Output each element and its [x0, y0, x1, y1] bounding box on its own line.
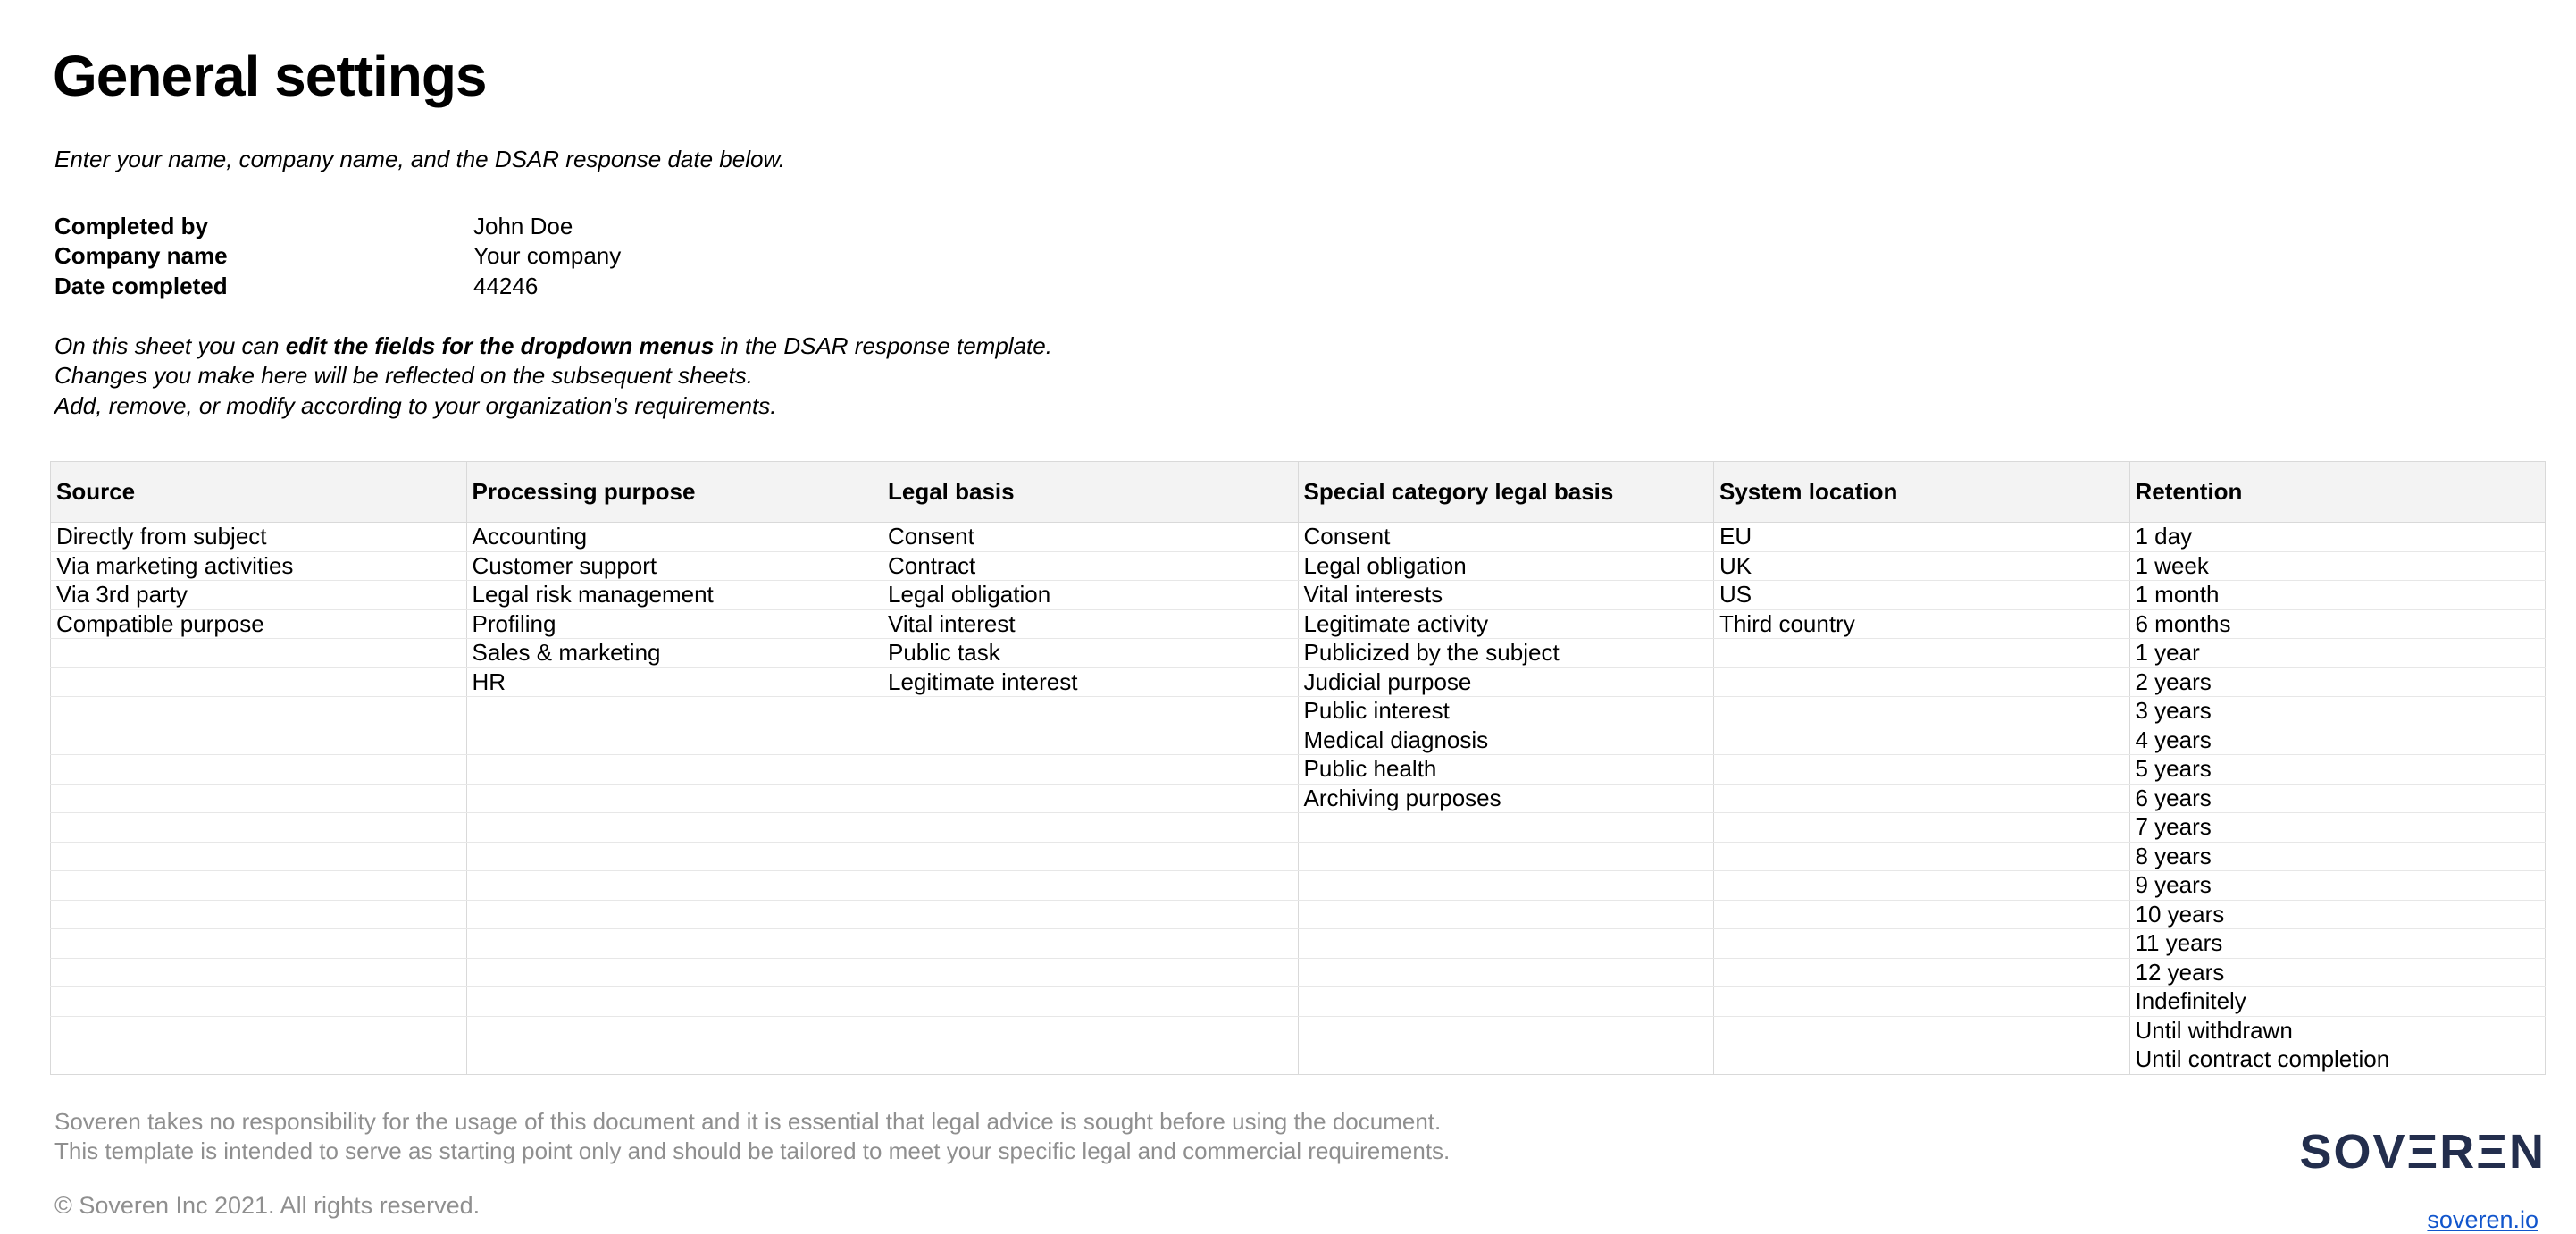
- column-header-system-location: System location: [1714, 462, 2130, 523]
- table-cell: [466, 697, 882, 726]
- table-cell: [51, 900, 467, 929]
- info-value: John Doe: [473, 213, 573, 239]
- table-cell: 11 years: [2129, 929, 2546, 959]
- instructions-line1-bold: edit the fields for the dropdown menus: [285, 332, 715, 359]
- info-label: Completed by: [54, 213, 208, 239]
- table-cell: [51, 784, 467, 813]
- soveren-logo: SOVΞRΞN: [2299, 1125, 2546, 1179]
- table-row: [51, 639, 2546, 668]
- instructions-line-1: [54, 332, 1052, 361]
- table-cell: [466, 1016, 882, 1045]
- table-cell: Via marketing activities: [51, 551, 467, 581]
- table-cell: Public task: [882, 639, 1299, 668]
- table-cell: [1714, 697, 2130, 726]
- table-cell: [466, 958, 882, 987]
- table-row: [51, 871, 2546, 901]
- footer-branding: [2299, 1125, 2546, 1234]
- table-cell: [1714, 755, 2130, 785]
- table-cell: [1714, 929, 2130, 959]
- table-cell: Contract: [882, 551, 1299, 581]
- table-cell: Indefinitely: [2129, 987, 2546, 1017]
- table-row: [51, 726, 2546, 755]
- table-cell: [51, 667, 467, 697]
- table-body: [51, 523, 2546, 1075]
- table-cell: [1298, 871, 1714, 901]
- info-label: Company name: [54, 242, 228, 270]
- table-cell: [1298, 1045, 1714, 1075]
- table-cell: Profiling: [466, 609, 882, 639]
- disclaimer: [54, 1107, 1450, 1166]
- table-cell: Compatible purpose: [51, 609, 467, 639]
- instructions-line-3: Add, remove, or modify according to your organization's requirements.: [54, 391, 777, 419]
- table-cell: Public health: [1298, 755, 1714, 785]
- table-cell: [466, 726, 882, 755]
- table-cell: Third country: [1714, 609, 2130, 639]
- table-row: [51, 1016, 2546, 1045]
- table-cell: Public interest: [1298, 697, 1714, 726]
- table-cell: [466, 755, 882, 785]
- table-row: [51, 842, 2546, 871]
- table-cell: 2 years: [2129, 667, 2546, 697]
- table-cell: HR: [466, 667, 882, 697]
- table-row: [51, 929, 2546, 959]
- column-header-legal-basis: Legal basis: [882, 462, 1299, 523]
- table-cell: Sales & marketing: [466, 639, 882, 668]
- info-row: [54, 272, 621, 301]
- table-cell: 4 years: [2129, 726, 2546, 755]
- table-row: [51, 958, 2546, 987]
- table-cell: [882, 987, 1299, 1017]
- table-cell: [1298, 929, 1714, 959]
- table-cell: Vital interest: [882, 609, 1299, 639]
- table-cell: Until withdrawn: [2129, 1016, 2546, 1045]
- table-cell: [466, 871, 882, 901]
- table-cell: Directly from subject: [51, 523, 467, 552]
- table-cell: Until contract completion: [2129, 1045, 2546, 1075]
- table-cell: [1298, 813, 1714, 843]
- table-cell: [882, 726, 1299, 755]
- table-row: [51, 900, 2546, 929]
- info-block: [54, 212, 621, 301]
- table-cell: [51, 1016, 467, 1045]
- table-cell: Vital interests: [1298, 581, 1714, 610]
- table-cell: [882, 871, 1299, 901]
- info-label: Date completed: [54, 272, 228, 299]
- table-cell: [1714, 813, 2130, 843]
- table-cell: Customer support: [466, 551, 882, 581]
- table-row: [51, 987, 2546, 1017]
- table-row: [51, 755, 2546, 785]
- disclaimer-line-1: Soveren takes no responsibility for the usage of this document and it is essential that legal advice is sought before using the document.: [54, 1108, 1442, 1135]
- table-cell: Legal risk management: [466, 581, 882, 610]
- table-cell: [1298, 958, 1714, 987]
- table-cell: [882, 842, 1299, 871]
- table-cell: [51, 1045, 467, 1075]
- instructions-line1-pre: On this sheet you can: [54, 332, 286, 359]
- table-row: [51, 1045, 2546, 1075]
- table-cell: 10 years: [2129, 900, 2546, 929]
- table-cell: [1714, 667, 2130, 697]
- table-cell: US: [1714, 581, 2130, 610]
- table-row: [51, 697, 2546, 726]
- info-row: [54, 241, 621, 271]
- table-row: [51, 609, 2546, 639]
- table-cell: [1714, 871, 2130, 901]
- table-cell: 1 year: [2129, 639, 2546, 668]
- column-header-retention: Retention: [2129, 462, 2546, 523]
- instructions-line1-post: in the DSAR response template.: [714, 332, 1052, 359]
- table-cell: [51, 929, 467, 959]
- table-cell: Consent: [1298, 523, 1714, 552]
- table-cell: [882, 784, 1299, 813]
- table-cell: EU: [1714, 523, 2130, 552]
- table-cell: [51, 755, 467, 785]
- table-cell: [882, 1016, 1299, 1045]
- table-row: [51, 523, 2546, 552]
- table-cell: 5 years: [2129, 755, 2546, 785]
- table-cell: 6 years: [2129, 784, 2546, 813]
- table-cell: [882, 697, 1299, 726]
- table-cell: [1714, 900, 2130, 929]
- table-cell: [466, 900, 882, 929]
- table-cell: [1714, 987, 2130, 1017]
- table-cell: [51, 813, 467, 843]
- table-cell: Legal obligation: [882, 581, 1299, 610]
- table-cell: [51, 871, 467, 901]
- table-cell: [882, 813, 1299, 843]
- info-value: Your company: [473, 242, 622, 270]
- table-cell: 1 month: [2129, 581, 2546, 610]
- table-cell: [1714, 726, 2130, 755]
- table-row: [51, 784, 2546, 813]
- table-cell: [1298, 987, 1714, 1017]
- table-row: [51, 581, 2546, 610]
- table-cell: Archiving purposes: [1298, 784, 1714, 813]
- table-cell: [466, 1045, 882, 1075]
- table-cell: [51, 726, 467, 755]
- page-title: General settings: [53, 44, 487, 108]
- table-cell: [1714, 639, 2130, 668]
- table-cell: Consent: [882, 523, 1299, 552]
- table-cell: 1 week: [2129, 551, 2546, 581]
- table-cell: 9 years: [2129, 871, 2546, 901]
- disclaimer-line-2: This template is intended to serve as starting point only and should be tailored to meet your specific legal and commercial requirements.: [54, 1137, 1451, 1164]
- table-cell: [466, 813, 882, 843]
- table-cell: [882, 929, 1299, 959]
- instructions-line-2: Changes you make here will be reflected on the subsequent sheets.: [54, 362, 753, 390]
- table-cell: [1714, 1045, 2130, 1075]
- table-cell: [466, 987, 882, 1017]
- table-cell: [1298, 1016, 1714, 1045]
- table-cell: Accounting: [466, 523, 882, 552]
- table-cell: Via 3rd party: [51, 581, 467, 610]
- table-cell: 7 years: [2129, 813, 2546, 843]
- table-cell: 6 months: [2129, 609, 2546, 639]
- instructions-text: [54, 332, 1052, 421]
- settings-table: [50, 461, 2546, 1075]
- table-cell: [51, 987, 467, 1017]
- table-header-row: [51, 462, 2546, 523]
- column-header-special-category-legal-basis: Special category legal basis: [1298, 462, 1714, 523]
- table-cell: Legitimate interest: [882, 667, 1299, 697]
- table-cell: UK: [1714, 551, 2130, 581]
- table-cell: Medical diagnosis: [1298, 726, 1714, 755]
- table-cell: [1714, 958, 2130, 987]
- table-cell: [882, 755, 1299, 785]
- table-cell: Legal obligation: [1298, 551, 1714, 581]
- table-cell: [1714, 784, 2130, 813]
- table-cell: Legitimate activity: [1298, 609, 1714, 639]
- column-header-processing-purpose: Processing purpose: [466, 462, 882, 523]
- table-cell: 3 years: [2129, 697, 2546, 726]
- table-row: [51, 667, 2546, 697]
- table-cell: [466, 784, 882, 813]
- table-cell: 1 day: [2129, 523, 2546, 552]
- table-row: [51, 551, 2546, 581]
- table-cell: [466, 842, 882, 871]
- table-cell: [1298, 842, 1714, 871]
- table-cell: Publicized by the subject: [1298, 639, 1714, 668]
- table-cell: [51, 639, 467, 668]
- info-row: [54, 212, 621, 241]
- table-cell: [882, 900, 1299, 929]
- table-cell: [466, 929, 882, 959]
- column-header-source: Source: [51, 462, 467, 523]
- table-cell: Judicial purpose: [1298, 667, 1714, 697]
- table-cell: 12 years: [2129, 958, 2546, 987]
- table-cell: [882, 958, 1299, 987]
- table-cell: [51, 697, 467, 726]
- table-row: [51, 813, 2546, 843]
- table-cell: [51, 842, 467, 871]
- table-cell: [1298, 900, 1714, 929]
- table-cell: 8 years: [2129, 842, 2546, 871]
- site-link[interactable]: soveren.io: [2427, 1206, 2538, 1233]
- table-header: [51, 462, 2546, 523]
- intro-text: Enter your name, company name, and the DSAR response date below.: [54, 146, 786, 172]
- info-value: 44246: [473, 272, 539, 299]
- table-cell: [51, 958, 467, 987]
- table-cell: [882, 1045, 1299, 1075]
- table-cell: [1714, 842, 2130, 871]
- copyright-notice: © Soveren Inc 2021. All rights reserved.: [54, 1192, 481, 1219]
- table-cell: [1714, 1016, 2130, 1045]
